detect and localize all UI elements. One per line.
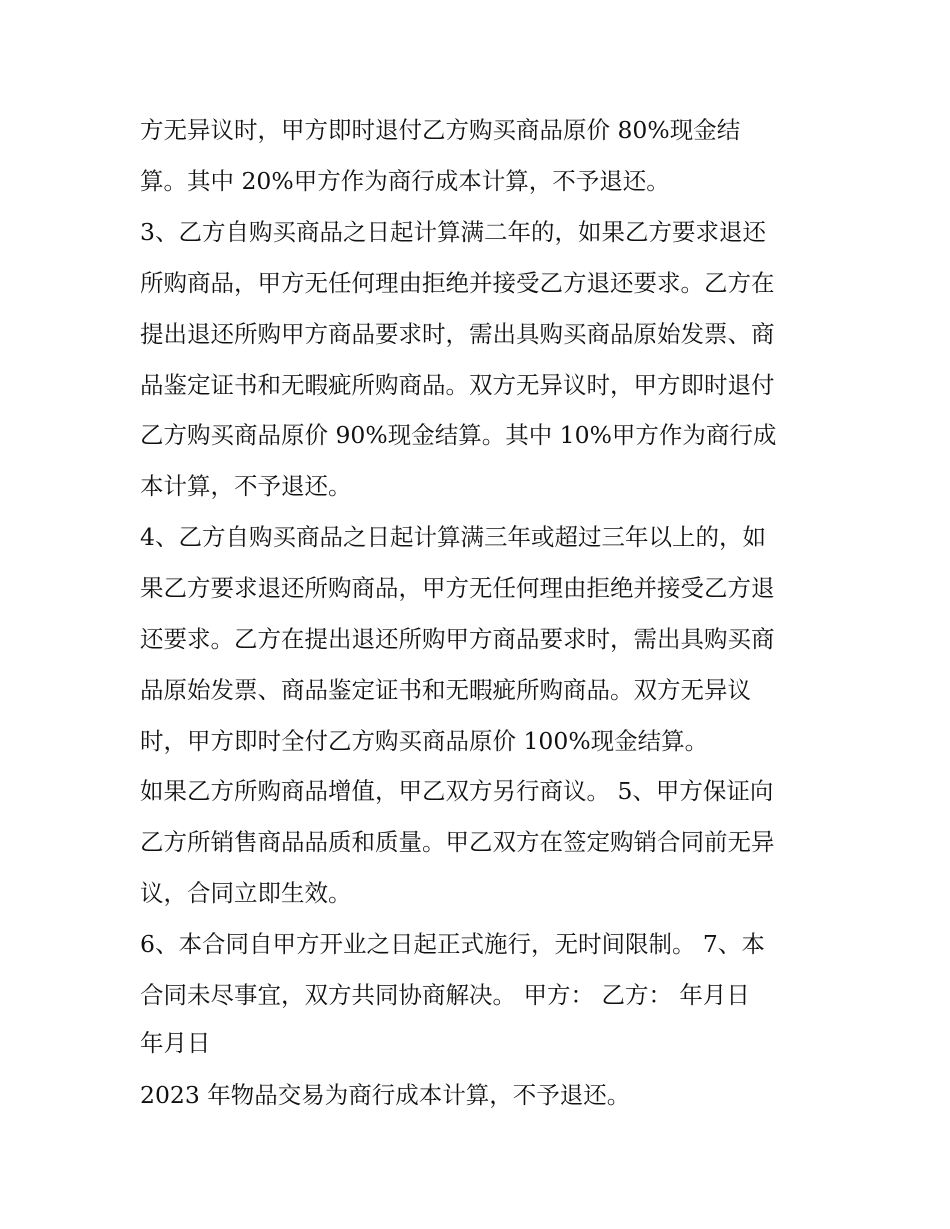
text-line: 合同未尽事宜，双方共同协商解决。 甲方： 乙方： 年月日 <box>140 981 750 1009</box>
text-line: 品原始发票、商品鉴定证书和无暇疵所购商品。双方无异议 <box>140 676 751 704</box>
text-line: 果乙方要求退还所购商品，甲方无任何理由拒绝并接受乙方退 <box>140 574 775 602</box>
text-line: 品鉴定证书和无暇疵所购商品。双方无异议时，甲方即时退付 <box>140 371 775 399</box>
text-line: 议，合同立即生效。 <box>140 879 352 907</box>
text-line: 所购商品，甲方无任何理由拒绝并接受乙方退还要求。乙方在 <box>140 269 775 297</box>
text-line: 本计算，不予退还。 <box>140 472 352 500</box>
text-line: 算。其中 20%甲方作为商行成本计算，不予退还。 <box>140 167 670 195</box>
text-line: 如果乙方所购商品增值，甲乙双方另行商议。 5、甲方保证向 <box>140 777 774 805</box>
text-line: 2023 年物品交易为商行成本计算，不予退还。 <box>140 1081 631 1109</box>
text-line: 还要求。乙方在提出退还所购甲方商品要求时，需出具购买商 <box>140 625 775 653</box>
text-line: 3、乙方自购买商品之日起计算满二年的，如果乙方要求退还 <box>140 218 766 246</box>
text-line: 乙方购买商品原价 90%现金结算。其中 10%甲方作为商行成 <box>140 421 777 449</box>
text-line: 年月日 <box>140 1029 211 1057</box>
text-line: 6、本合同自甲方开业之日起正式施行，无时间限制。 7、本 <box>140 930 765 958</box>
text-line: 提出退还所购甲方商品要求时，需出具购买商品原始发票、商 <box>140 320 775 348</box>
text-line: 方无异议时，甲方即时退付乙方购买商品原价 80%现金结 <box>140 116 741 144</box>
text-line: 4、乙方自购买商品之日起计算满三年或超过三年以上的，如 <box>140 523 766 551</box>
text-line: 时，甲方即时全付乙方购买商品原价 100%现金结算。 <box>140 727 709 755</box>
text-line: 乙方所销售商品品质和质量。甲乙双方在签定购销合同前无异 <box>140 828 775 856</box>
